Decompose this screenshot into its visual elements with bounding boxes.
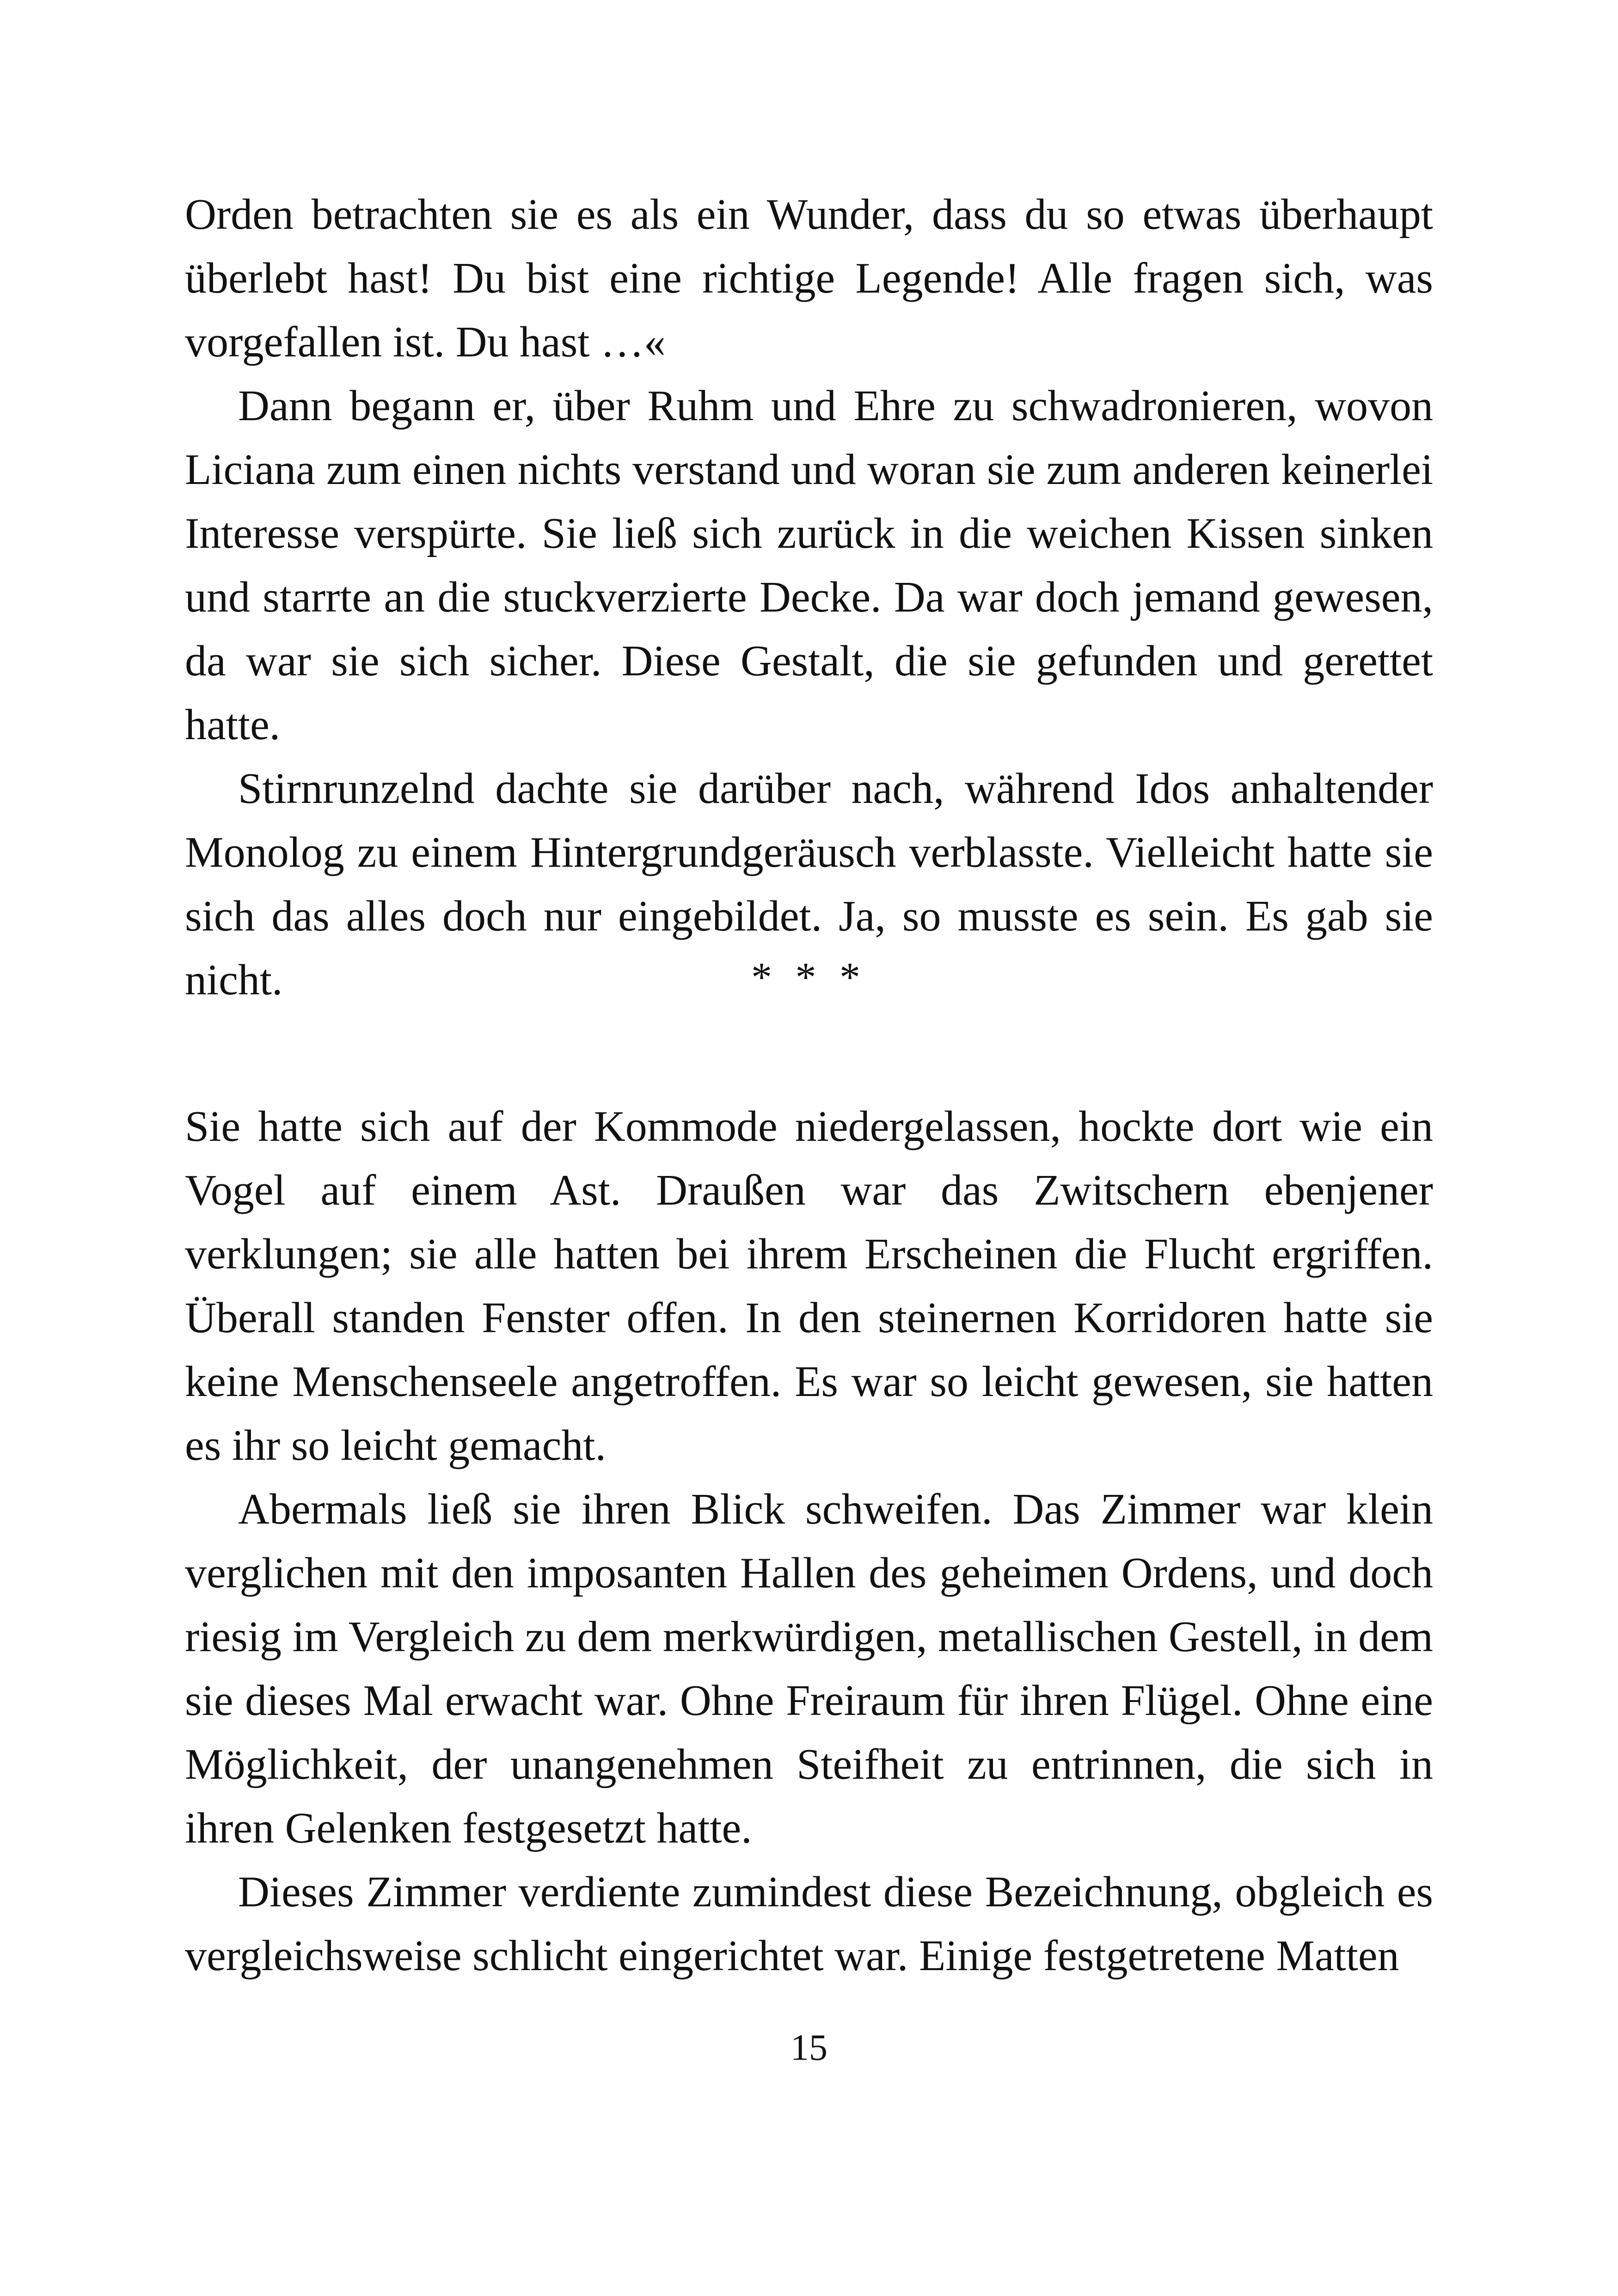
paragraph: Abermals ließ sie ihren Blick schweifen. Das Zimmer war klein verglichen mit den imposanten Hallen des geheimen Ordens, und doch riesig im Vergleich zu dem merkwürdigen, metallischen Gestell, in dem sie dieses Mal erwacht war. Ohne Freiraum für ihren Flügel. Ohne eine Möglichkeit, der unangenehmen Steifheit zu entrinnen, die sich in ihren Gelenken festgesetzt hatte. (185, 1485, 1433, 1852)
paragraph: Sie hatte sich auf der Kommode niedergelassen, hockte dort wie ein Vogel auf einem Ast. Draußen war das Zwitschern ebenjener verklungen; sie alle hatten bei ihrem Erscheinen die Flucht ergriffen. Überall standen Fenster offen. In den steinernen Korridoren hatte sie keine Menschenseele angetroffen. Es war so leicht gewesen, sie hatten es ihr so leicht gemacht. (185, 1102, 1433, 1469)
scene-break: * * * (751, 955, 867, 1000)
page-number: 15 (791, 2027, 827, 2068)
paragraph: Stirnrunzelnd dachte sie darüber nach, während Idos anhaltender Monolog zu einem Hintergrundgeräusch verblasste. Vielleicht hatte sie sich das alles doch nur eingebildet. Ja, so musste es sein. Es gab sie nicht. (185, 765, 1433, 1004)
text-block-top (185, 183, 1433, 1012)
paragraph: Dieses Zimmer verdiente zumindest diese Bezeichnung, obgleich es vergleichsweise schlicht eingerichtet war. Einige festgetretene Matten (185, 1868, 1433, 1980)
text-block-bottom (185, 1095, 1433, 1988)
paragraph: Dann begann er, über Ruhm und Ehre zu schwadronieren, wovon Liciana zum einen nichts verstand und woran sie zum anderen keinerlei Interesse verspürte. Sie ließ sich zurück in die weichen Kissen sinken und starrte an die stuckverzierte Decke. Da war doch jemand gewesen, da war sie sich sicher. Diese Gestalt, die sie gefunden und gerettet hatte. (185, 382, 1433, 749)
paragraph: Orden betrachten sie es als ein Wunder, dass du so etwas überhaupt überlebt hast! Du bist eine richtige Legende! Alle fragen sich, was vorgefallen ist. Du hast …« (185, 190, 1433, 366)
